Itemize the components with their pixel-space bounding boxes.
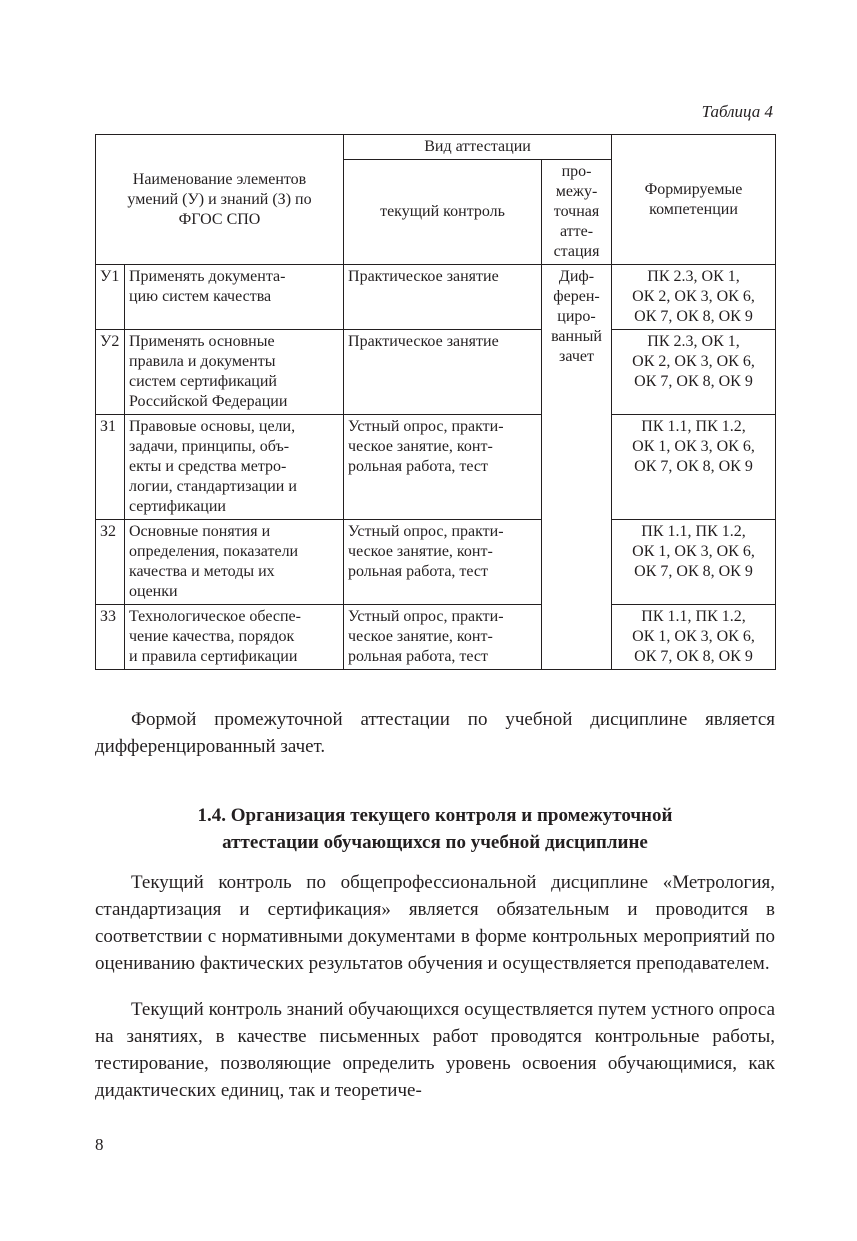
intermediate-value: Диф- ферен- циро- ванный зачет bbox=[542, 265, 612, 670]
table-row bbox=[96, 605, 776, 670]
row-competencies: ПК 1.1, ПК 1.2, ОК 1, ОК 3, ОК 6, ОК 7, ОК 8, ОК 9 bbox=[612, 415, 776, 520]
row-code: З3 bbox=[96, 605, 125, 670]
attestation-table bbox=[95, 134, 776, 670]
row-name: Правовые основы, цели, задачи, принципы, объ- екты и средства метро- логии, стандартизации и сертификации bbox=[125, 415, 344, 520]
row-competencies: ПК 1.1, ПК 1.2, ОК 1, ОК 3, ОК 6, ОК 7, ОК 8, ОК 9 bbox=[612, 605, 776, 670]
paragraph-knowledge-control: Текущий контроль знаний обучающихся осуществляется путем устного опроса на занятиях, в качестве письменных работ проводятся контрольные работы, тестирование, позволяющие определить уровень освоения обучающимися, как дидактических единиц, так и теоретиче- bbox=[95, 999, 775, 1101]
table-header-row bbox=[96, 135, 776, 160]
row-competencies: ПК 2.3, ОК 1, ОК 2, ОК 3, ОК 6, ОК 7, ОК 8, ОК 9 bbox=[612, 265, 776, 330]
section-heading: 1.4. Организация текущего контроля и промежуточной аттестации обучающихся по учебной дисциплине bbox=[197, 805, 673, 853]
row-code: З2 bbox=[96, 520, 125, 605]
paragraph-final-attestation: Формой промежуточной аттестации по учебной дисциплине является дифференцированный зачет. bbox=[95, 709, 775, 757]
header-competencies: Формируемые компетенции bbox=[612, 135, 776, 265]
table-caption: Таблица 4 bbox=[701, 102, 773, 121]
row-competencies: ПК 2.3, ОК 1, ОК 2, ОК 3, ОК 6, ОК 7, ОК 8, ОК 9 bbox=[612, 330, 776, 415]
row-competencies: ПК 1.1, ПК 1.2, ОК 1, ОК 3, ОК 6, ОК 7, ОК 8, ОК 9 bbox=[612, 520, 776, 605]
page-number: 8 bbox=[95, 1135, 104, 1154]
row-control: Практическое занятие bbox=[344, 330, 542, 415]
row-code: У2 bbox=[96, 330, 125, 415]
row-code: З1 bbox=[96, 415, 125, 520]
table-row bbox=[96, 265, 776, 330]
header-name-column: Наименование элементов умений (У) и знаний (З) по ФГОС СПО bbox=[96, 135, 344, 265]
row-name: Применять документа- цию систем качества bbox=[125, 265, 344, 330]
header-current-control: текущий контроль bbox=[344, 160, 542, 265]
paragraph-current-control: Текущий контроль по общепрофессиональной дисциплине «Метрология, стандартизация и сертификация» является обязательным и проводится в соответствии с нормативными документами в форме контрольных мероприятий по оцениванию фактических результатов обучения и осуществляется преподавателем. bbox=[95, 872, 775, 974]
row-name: Технологическое обеспе- чение качества, порядок и правила сертификации bbox=[125, 605, 344, 670]
row-name: Основные понятия и определения, показатели качества и методы их оценки bbox=[125, 520, 344, 605]
row-name: Применять основные правила и документы систем сертификаций Российской Федерации bbox=[125, 330, 344, 415]
row-control: Устный опрос, практи- ческое занятие, конт- рольная работа, тест bbox=[344, 605, 542, 670]
table-row bbox=[96, 520, 776, 605]
row-control: Практическое занятие bbox=[344, 265, 542, 330]
row-control: Устный опрос, практи- ческое занятие, конт- рольная работа, тест bbox=[344, 520, 542, 605]
header-attestation-type: Вид аттестации bbox=[344, 135, 612, 160]
table-row bbox=[96, 415, 776, 520]
row-code: У1 bbox=[96, 265, 125, 330]
table-row bbox=[96, 330, 776, 415]
header-intermediate: про- межу- точная атте- стация bbox=[542, 160, 612, 265]
row-control: Устный опрос, практи- ческое занятие, конт- рольная работа, тест bbox=[344, 415, 542, 520]
